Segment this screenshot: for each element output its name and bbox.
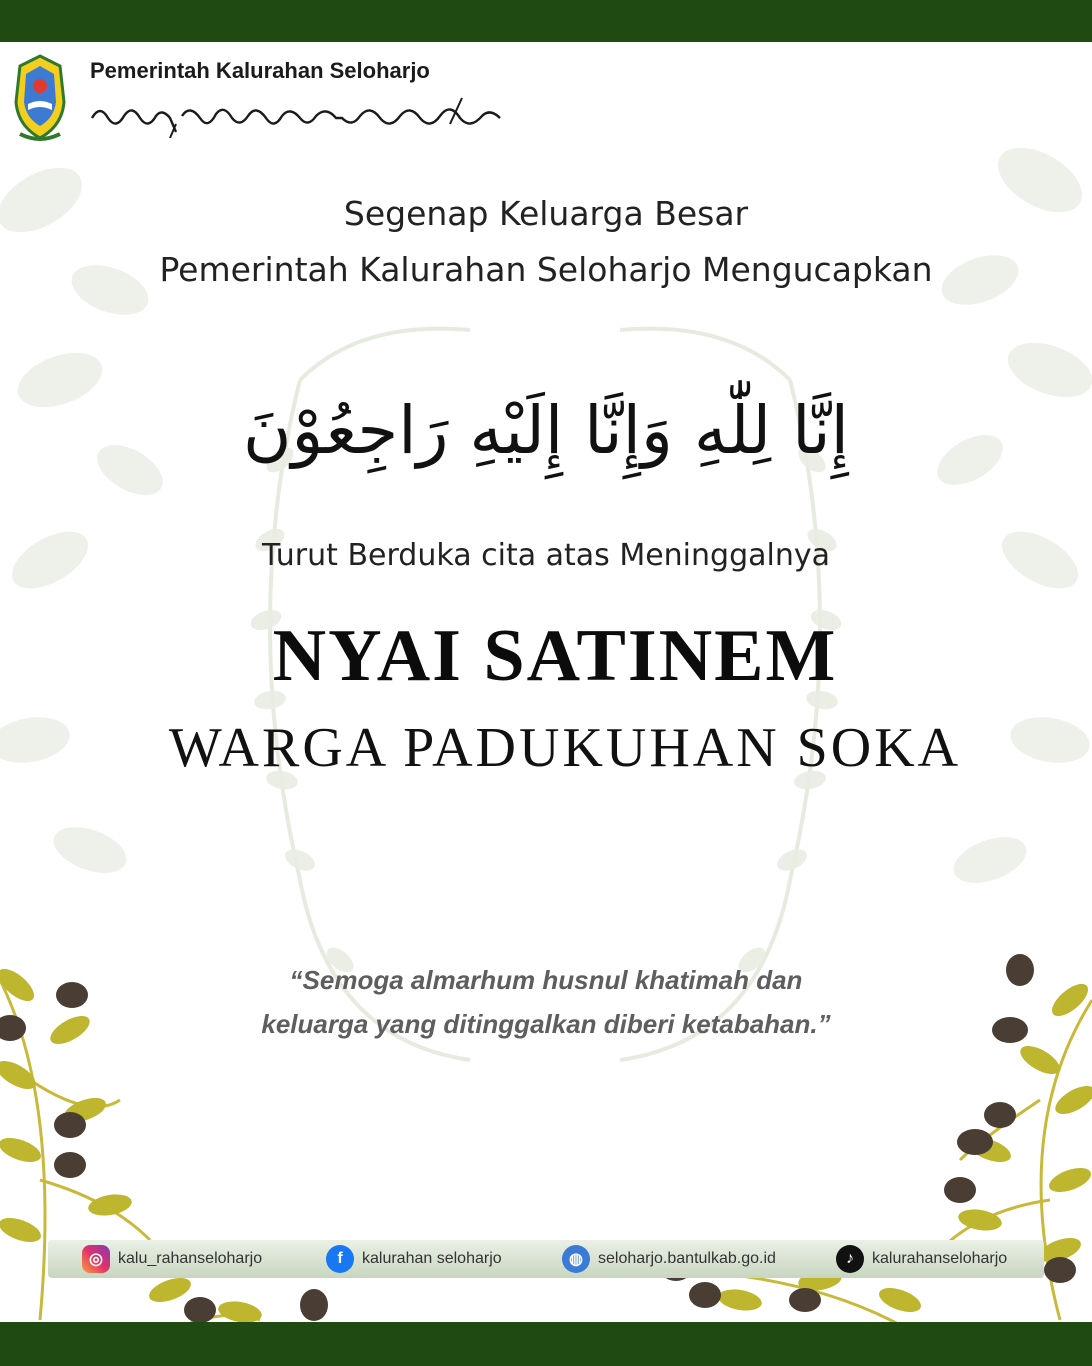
facebook-icon: f <box>326 1245 354 1273</box>
globe-icon: ◍ <box>562 1245 590 1273</box>
social-website[interactable] <box>562 1240 776 1278</box>
social-facebook[interactable] <box>326 1240 502 1278</box>
quote-line-2: keluarga yang ditinggalkan diberi ketabahan.” <box>261 1009 831 1039</box>
deceased-name: NYAI SATINEM <box>272 615 838 697</box>
greeting-line-2: Pemerintah Kalurahan Seloharjo Mengucapkan <box>159 250 933 289</box>
tiktok-handle: kalurahanseloharjo <box>872 1250 1008 1267</box>
condolence-subtitle: Turut Berduka cita atas Meninggalnya <box>262 538 830 573</box>
bottom-green-bar <box>0 1322 1092 1366</box>
instagram-handle: kalu_rahanseloharjo <box>118 1250 263 1267</box>
arabic-calligraphy: إِنَّا لِلّٰهِ وَإِنَّا إِلَيْهِ رَاجِعُوْنَ <box>243 392 849 469</box>
social-media-bar <box>48 1240 1044 1278</box>
facebook-handle: kalurahan seloharjo <box>362 1250 502 1267</box>
instagram-icon: ◎ <box>82 1245 110 1273</box>
javanese-script-title <box>90 94 510 138</box>
social-tiktok[interactable] <box>836 1240 1007 1278</box>
header <box>10 52 530 152</box>
residence-text: WARGA PADUKUHAN SOKA <box>168 717 962 779</box>
website-url: seloharjo.bantulkab.go.id <box>598 1250 776 1267</box>
seloharjo-emblem-logo <box>10 52 70 144</box>
social-instagram[interactable] <box>82 1240 262 1278</box>
quote-line-1: “Semoga almarhum husnul khatimah dan <box>289 965 803 995</box>
tiktok-icon: ♪ <box>836 1245 864 1273</box>
organization-name: Pemerintah Kalurahan Seloharjo <box>90 58 430 83</box>
greeting-line-1: Segenap Keluarga Besar <box>343 194 749 233</box>
prayer-quote <box>0 958 1092 1046</box>
greeting-text <box>0 186 1092 298</box>
